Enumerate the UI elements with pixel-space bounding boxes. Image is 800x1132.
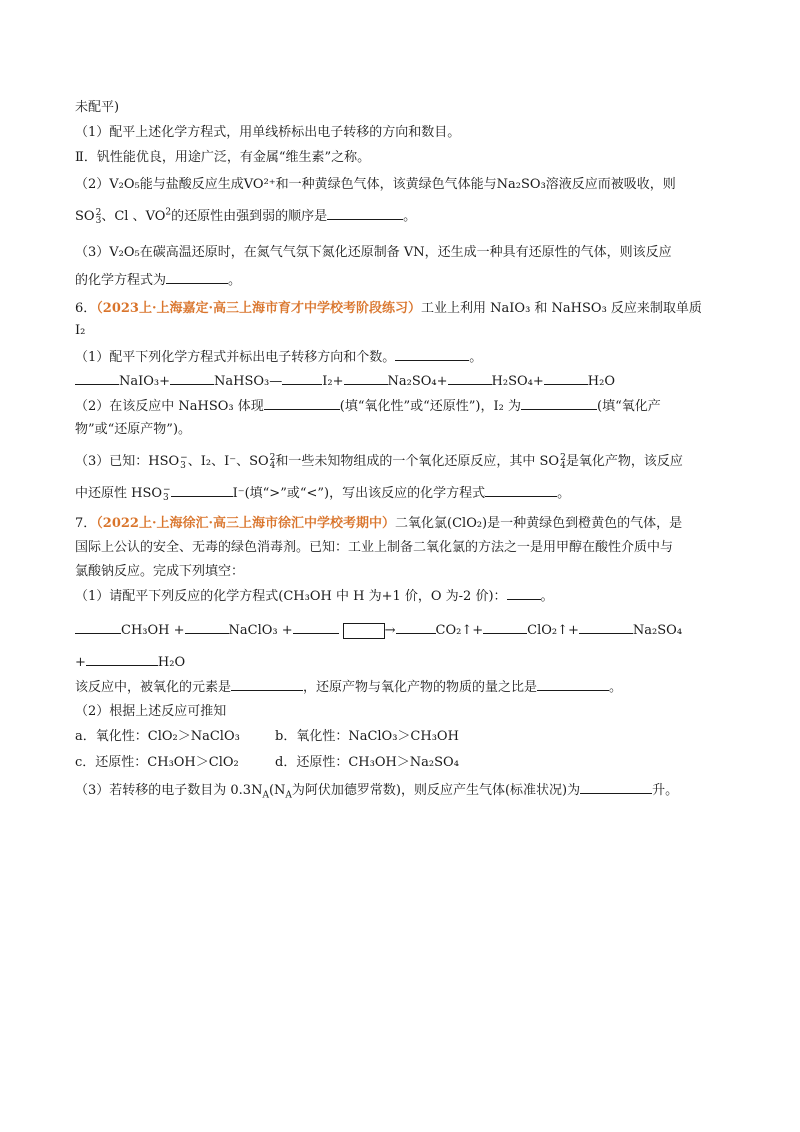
question-7-header: 7．（2022上·上海徐汇·高三上海市徐汇中学校考期中）二氧化氯(ClO₂)是一种黄绿色到橙黄色的气体，是 bbox=[75, 516, 683, 531]
question-7-part-3: （3）若转移的电子数目为 $0.3N_A(N_A$为阿伏加德罗常数)，则反应产生气体(标准状况)为 升。 bbox=[75, 783, 679, 801]
option-d[interactable]: d．还原性：CH₃OH＞Na₂SO₄ bbox=[275, 755, 459, 770]
coefficient-blank[interactable] bbox=[344, 372, 388, 385]
coefficient-blank[interactable] bbox=[579, 621, 633, 634]
answer-blank[interactable] bbox=[485, 484, 557, 497]
answer-blank[interactable] bbox=[521, 397, 597, 410]
option-c[interactable]: c．还原性：CH₃OH＞ClO₂ bbox=[75, 755, 239, 770]
formula-vo2-ion: VO²⁺ bbox=[243, 177, 276, 192]
answer-blank[interactable] bbox=[264, 397, 340, 410]
coefficient-blank[interactable] bbox=[75, 621, 121, 634]
coefficient-blank[interactable] bbox=[544, 372, 588, 385]
text-line: 物”或“还原产物”)。 bbox=[75, 422, 192, 437]
question-7-part-1: （1）请配平下列反应的化学方程式(CH₃OH 中 H 为+1 价，O 为-2 价)： 。 bbox=[75, 589, 554, 604]
option-row-ab bbox=[75, 728, 735, 746]
coefficient-blank[interactable] bbox=[396, 621, 436, 634]
coefficient-blank[interactable] bbox=[293, 621, 339, 634]
formula-na2so3: Na₂SO₃ bbox=[496, 177, 546, 192]
text-line: I₂ bbox=[75, 323, 86, 338]
question-part-3: （3）V₂O₅在碳高温还原时，在氮气气氛下氮化还原制备 VN，还生成一种具有还原性的气体，则该反应 bbox=[75, 245, 672, 260]
answer-blank[interactable] bbox=[166, 271, 228, 284]
question-part-3-cont: 的化学方程式为 。 bbox=[75, 273, 242, 288]
question-6-part-3: （3）已知：HSO − 3 、I₂、I⁻、SO 2 4 和一些未知物组成的一个氧化还原反应，其中 SO 2 4 是氧化产物，该反应 bbox=[75, 452, 683, 471]
question-part-2: （2）V₂O₅能与盐酸反应生成VO²⁺和一种黄绿色气体，该黄绿色气体能与Na₂SO₃溶液反应而被吸收，则 bbox=[75, 177, 676, 192]
option-row-cd bbox=[75, 754, 735, 772]
text-line: 氯酸钠反应。完成下列填空： bbox=[75, 564, 245, 579]
formula-v2o5: V₂O₅ bbox=[109, 177, 140, 192]
coefficient-blank[interactable] bbox=[75, 372, 119, 385]
equation-7: CH₃OH + NaClO₃ + → CO₂↑+ ClO₂↑+ Na₂SO₄ bbox=[75, 621, 735, 640]
question-7-part-2: （2）根据上述反应可推知 bbox=[75, 704, 227, 719]
coefficient-blank[interactable] bbox=[86, 653, 158, 666]
charge-stack: 2 3 bbox=[95, 207, 102, 226]
coefficient-blank[interactable] bbox=[483, 621, 527, 634]
question-6-part-2: （2）在该反应中 NaHSO₃ 体现 (填“氧化性”或“还原性”)，I₂ 为 (填“氧化产 bbox=[75, 399, 661, 414]
answer-blank[interactable] bbox=[327, 207, 403, 220]
option-b[interactable]: b．氧化性：NaClO₃＞CH₃OH bbox=[275, 729, 459, 744]
question-6-part-3-cont: 中还原性 HSO − 3 I⁻(填“>”或“<”)，写出该反应的化学方程式 。 bbox=[75, 484, 571, 503]
question-7-analysis: 该反应中，被氧化的元素是 ，还原产物与氧化产物的物质的量之比是 。 bbox=[75, 680, 623, 695]
text-line: 国际上公认的安全、无毒的绿色消毒剂。已知：工业上制备二氧化氯的方法之一是用甲醇在酸性介质中与 bbox=[75, 540, 674, 555]
question-part-2-cont: SO 2 3 、Cl 、$VO^2$的还原性由强到弱的顺序是 。 bbox=[75, 207, 417, 226]
question-part-1: （1）配平上述化学方程式，用单线桥标出电子转移的方向和数目。 bbox=[75, 125, 461, 140]
coefficient-blank[interactable] bbox=[282, 372, 322, 385]
text-line: 未配平) bbox=[75, 100, 120, 115]
question-6-header: 6．（2023上·上海嘉定·高三上海市育才中学校考阶段练习）工业上利用 NaIO₃ 和 NaHSO₃ 反应来制取单质 bbox=[75, 301, 702, 316]
option-a[interactable]: a．氧化性：ClO₂＞NaClO₃ bbox=[75, 729, 240, 744]
equation-7-cont: + H₂O bbox=[75, 655, 186, 670]
answer-blank[interactable] bbox=[537, 678, 609, 691]
answer-blank[interactable] bbox=[395, 348, 469, 361]
question-6-part-1: （1）配平下列化学方程式并标出电子转移方向和个数。 。 bbox=[75, 350, 483, 365]
coefficient-blank[interactable] bbox=[170, 372, 214, 385]
reactant-box[interactable] bbox=[343, 623, 385, 639]
answer-blank[interactable] bbox=[231, 678, 303, 691]
question-source: （2022上·上海徐汇·高三上海市徐汇中学校考期中） bbox=[96, 516, 396, 531]
equation-6: NaIO₃+ NaHSO₃— I₂+ Na₂SO₄+ H₂SO₄+ H₂O bbox=[75, 372, 735, 391]
section-heading: Ⅱ．钒性能优良，用途广泛，有金属“维生素”之称。 bbox=[75, 150, 371, 165]
coefficient-blank[interactable] bbox=[185, 621, 229, 634]
question-source: （2023上·上海嘉定·高三上海市育才中学校考阶段练习） bbox=[96, 301, 422, 316]
answer-blank[interactable] bbox=[171, 484, 233, 497]
answer-blank[interactable] bbox=[580, 781, 652, 794]
answer-blank[interactable] bbox=[507, 587, 541, 600]
coefficient-blank[interactable] bbox=[448, 372, 492, 385]
